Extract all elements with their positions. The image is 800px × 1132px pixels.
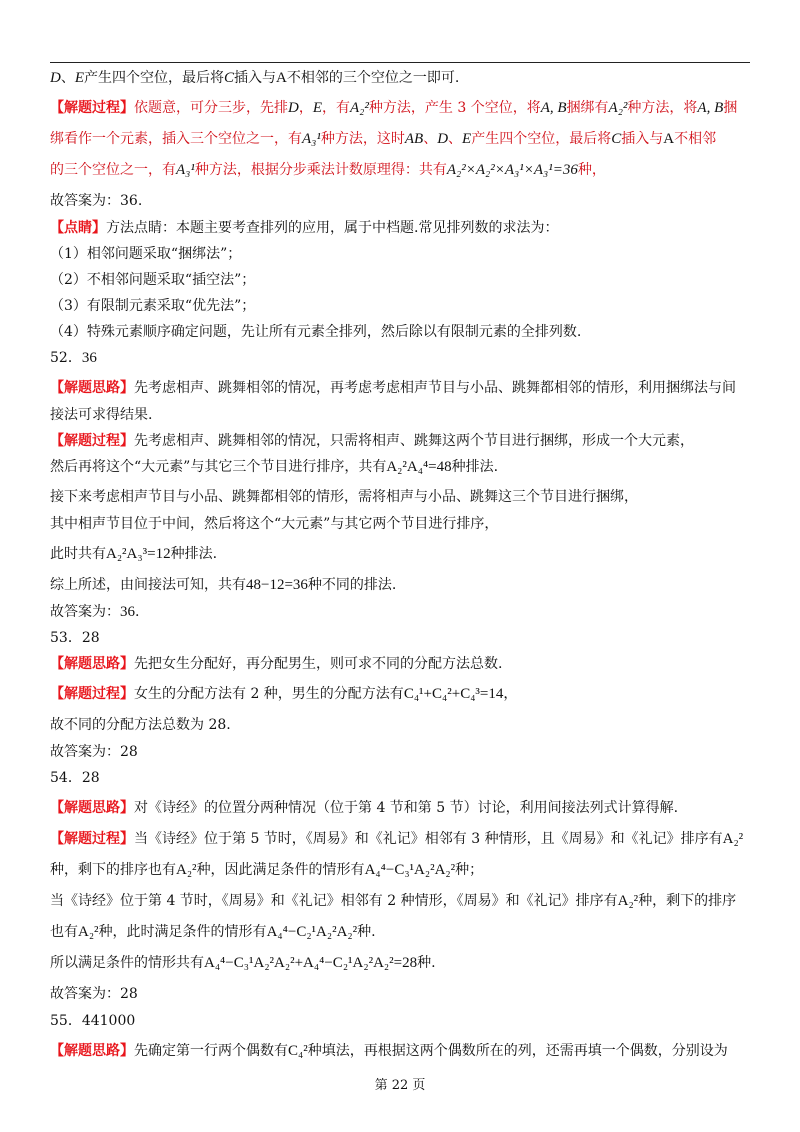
section-label: A₃¹ xyxy=(176,162,195,178)
text-segment: 种排法. xyxy=(451,459,499,475)
section-label: 插入与 xyxy=(621,131,664,147)
text-line-p19 xyxy=(50,602,750,622)
text-segment: 插入与 xyxy=(234,70,277,86)
text-segment: 种，因此满足条件的情形有 xyxy=(196,862,365,878)
text-segment: 种； xyxy=(455,862,484,878)
text-segment: 55．441000 xyxy=(50,1013,136,1029)
section-label: 种方法，产生 3 个空位，将 xyxy=(368,100,541,116)
text-segment: 种. xyxy=(357,924,376,940)
section-label: A₂² xyxy=(608,100,628,116)
section-label: 、 xyxy=(448,131,463,147)
math-expression: A₂² xyxy=(78,924,99,940)
text-line-p11 xyxy=(50,377,750,399)
text-line-p17 xyxy=(50,543,750,565)
text-segment: （2）不相邻问题采取“插空法”； xyxy=(50,272,256,288)
text-segment: 种，剩下的排序也有 xyxy=(50,862,176,878)
section-label: 【解题思路】 xyxy=(50,656,134,672)
section-label: 【解题过程】 xyxy=(50,686,134,702)
text-line-p16 xyxy=(50,514,750,534)
math-expression: A₂² xyxy=(722,831,744,847)
text-segment: 接下来考虑相声节目与小品、跳舞都相邻的情形，需将相声与小品、跳舞这三个节目进行捆绑， xyxy=(50,489,638,505)
text-line-p33 xyxy=(50,1011,750,1031)
section-label: A, B xyxy=(697,100,724,116)
section-label: 不相邻 xyxy=(674,131,717,147)
text-line-p13 xyxy=(50,431,750,451)
text-segment: 然后再将这个“大元素”与其它三个节目进行排序，共有 xyxy=(50,459,387,475)
text-segment: 52． xyxy=(50,350,82,366)
text-line-p8 xyxy=(50,296,750,316)
section-label: ， xyxy=(298,100,313,116)
text-line-p5 xyxy=(50,218,750,238)
section-label: 产生四个空位，最后将 xyxy=(471,131,612,147)
text-line-p18 xyxy=(50,574,750,596)
math-expression: D xyxy=(50,70,61,86)
text-segment: 产生四个空位，最后将 xyxy=(84,70,225,86)
section-label: A, B xyxy=(540,100,567,116)
math-expression: C xyxy=(224,70,235,86)
section-label: 【点睛】 xyxy=(50,220,106,236)
text-line-p9 xyxy=(50,322,750,342)
section-label: 种方法，根据分步乘法计数原理得：共有 xyxy=(194,162,447,178)
text-segment: 女生的分配方法有 2 种，男生的分配方法有 xyxy=(134,686,404,702)
text-segment: 故答案为： xyxy=(50,604,120,620)
math-expression: C₄² xyxy=(288,1043,308,1059)
section-label: E xyxy=(462,131,472,147)
section-label: ，有 xyxy=(322,100,351,116)
text-segment: 接法可求得结果. xyxy=(50,407,153,423)
text-segment: 53．28 xyxy=(50,630,100,646)
text-line-p24 xyxy=(50,742,750,762)
text-line-p14 xyxy=(50,457,750,477)
text-segment: 54．28 xyxy=(50,770,100,786)
text-line-p25 xyxy=(50,768,750,788)
section-label: A₂² xyxy=(350,100,369,116)
text-segment: 也有 xyxy=(50,924,78,940)
section-label: 【解题过程】 xyxy=(50,100,134,116)
math-expression: A₂²A₃³=12 xyxy=(106,546,171,562)
math-expression: A₄⁴−C₂¹A₂²A₂² xyxy=(266,924,358,940)
section-label: AB xyxy=(404,131,424,147)
section-label: 种方法，将 xyxy=(627,100,698,116)
math-expression: 48−12=36 xyxy=(246,577,308,593)
text-segment: 故不同的分配方法总数为 28. xyxy=(50,717,231,733)
text-segment: （1）相邻问题采取“捆绑法”； xyxy=(50,246,242,262)
text-segment: 种排法. xyxy=(170,546,218,562)
text-line-p31 xyxy=(50,952,750,974)
text-line-p29 xyxy=(50,890,750,912)
text-segment: 方法点睛：本题主要考查排列的应用，属于中档题.常见排列数的求法为： xyxy=(106,220,559,236)
math-expression: E xyxy=(74,70,85,86)
text-line-p21 xyxy=(50,654,750,674)
section-label: 依题意，可分三步，先排 xyxy=(134,100,288,116)
page-number: 第 22 页 xyxy=(374,1078,426,1093)
text-line-p28 xyxy=(50,859,750,881)
text-segment: 先考虑相声、跳舞相邻的情况，只需将相声、跳舞这两个节目进行捆绑，形成一个大元素， xyxy=(134,433,694,449)
text-line-p34 xyxy=(50,1040,750,1062)
text-segment: 综上所述，由间接法可知，共有 xyxy=(50,577,246,593)
text-line-p30 xyxy=(50,921,750,943)
math-expression: A xyxy=(276,70,287,86)
text-line-p26 xyxy=(50,797,750,819)
section-label: 捆绑有 xyxy=(566,100,609,116)
text-segment: 种不同的排法. xyxy=(307,577,397,593)
text-line-p20 xyxy=(50,628,750,648)
text-segment: 对《诗经》的位置分两种情况（位于第 4 节和第 5 节）讨论，利用间接法列式计算得解. xyxy=(134,800,679,816)
math-expression: 36 xyxy=(81,350,97,366)
section-label: 【解题过程】 xyxy=(50,433,134,449)
section-label: A₂²×A₂²×A₃¹×A₃¹=36 xyxy=(446,162,578,178)
text-line-p1 xyxy=(50,97,750,119)
section-label: 【解题思路】 xyxy=(50,1043,134,1059)
section-label: 种， xyxy=(577,162,606,178)
text-segment: 先把女生分配好，再分配男生，则可求不同的分配方法总数. xyxy=(134,656,503,672)
text-segment: 故答案为：28 xyxy=(50,744,138,760)
text-segment: 、 xyxy=(60,70,75,86)
math-expression: 36 xyxy=(120,604,135,620)
text-segment: 其中相声节目位于中间，然后将这个“大元素”与其它两个节目进行排序， xyxy=(50,516,499,532)
math-expression: A₄⁴−C₃¹A₂²A₂²+A₄⁴−C₂¹A₂²A₂²=28 xyxy=(204,955,418,971)
section-label: 绑看作一个元素，插入三个空位之一，有 xyxy=(50,131,302,147)
text-segment: ， xyxy=(503,686,518,702)
math-expression: A₄⁴−C₃¹A₂²A₂² xyxy=(364,862,456,878)
section-label: 种方法，这时 xyxy=(320,131,405,147)
section-label: 【解题思路】 xyxy=(50,380,134,396)
text-line-p23 xyxy=(50,714,750,736)
text-segment: 种. xyxy=(417,955,436,971)
text-segment: 先考虑相声、跳舞相邻的情况，再考虑考虑相声节目与小品、跳舞都相邻的情形，利用捆绑法与间 xyxy=(134,380,736,396)
section-label: E xyxy=(312,100,323,116)
text-segment: 不相邻的三个空位之一即可. xyxy=(286,70,460,86)
text-line-p4 xyxy=(50,190,750,212)
text-line-p15 xyxy=(50,486,750,508)
text-segment: 种填法，再根据这两个偶数所在的列，还需再填一个偶数，分别设为 xyxy=(307,1043,728,1059)
text-line-p32 xyxy=(50,983,750,1005)
math-expression: A₂²A₄⁴=48 xyxy=(386,459,452,475)
text-segment: 当《诗经》位于第 4 节时，《周易》和《礼记》相邻有 2 种情形，《周易》和《礼记》排序有 xyxy=(50,893,618,909)
math-expression: A₂² xyxy=(617,893,639,909)
section-label: A xyxy=(663,131,675,147)
section-label: 的三个空位之一，有 xyxy=(50,162,176,178)
text-segment: 种，剩下的排序 xyxy=(638,893,737,909)
text-segment: . xyxy=(135,604,140,620)
section-label: D xyxy=(288,100,299,116)
text-segment: 故答案为：36. xyxy=(50,193,143,209)
text-segment: 先确定第一行两个偶数有 xyxy=(134,1043,288,1059)
text-segment: 当《诗经》位于第 5 节时，《周易》和《礼记》相邻有 3 种情形，且《周易》和《礼记》排序有 xyxy=(134,831,723,847)
text-segment: 种，此时满足条件的情形有 xyxy=(98,924,267,940)
section-label: 捆 xyxy=(723,100,738,116)
text-line-p6 xyxy=(50,244,750,264)
section-label: 【解题过程】 xyxy=(50,831,134,847)
text-segment: 此时共有 xyxy=(50,546,106,562)
text-line-p0 xyxy=(50,68,750,88)
math-expression: C₄¹+C₄²+C₄³=14 xyxy=(403,686,504,702)
text-line-p7 xyxy=(50,270,750,290)
text-segment: 所以满足条件的情形共有 xyxy=(50,955,204,971)
section-label: C xyxy=(611,131,622,147)
section-label: 、 xyxy=(423,131,438,147)
text-line-p22 xyxy=(50,683,750,705)
text-line-p3 xyxy=(50,159,750,181)
text-line-p12 xyxy=(50,405,750,425)
math-expression: A₂² xyxy=(176,862,197,878)
text-segment: （3）有限制元素采取“优先法”； xyxy=(50,298,256,314)
text-line-p27 xyxy=(50,828,750,850)
text-segment: （4）特殊元素顺序确定问题，先让所有元素全排列，然后除以有限制元素的全排列数. xyxy=(50,324,582,340)
section-label: A₃¹ xyxy=(302,131,321,147)
text-line-p2 xyxy=(50,128,750,150)
section-label: D xyxy=(437,131,449,147)
text-line-p10 xyxy=(50,348,750,368)
section-label: 【解题思路】 xyxy=(50,800,134,816)
solution-text xyxy=(50,62,750,1062)
text-segment: 故答案为：28 xyxy=(50,986,138,1002)
